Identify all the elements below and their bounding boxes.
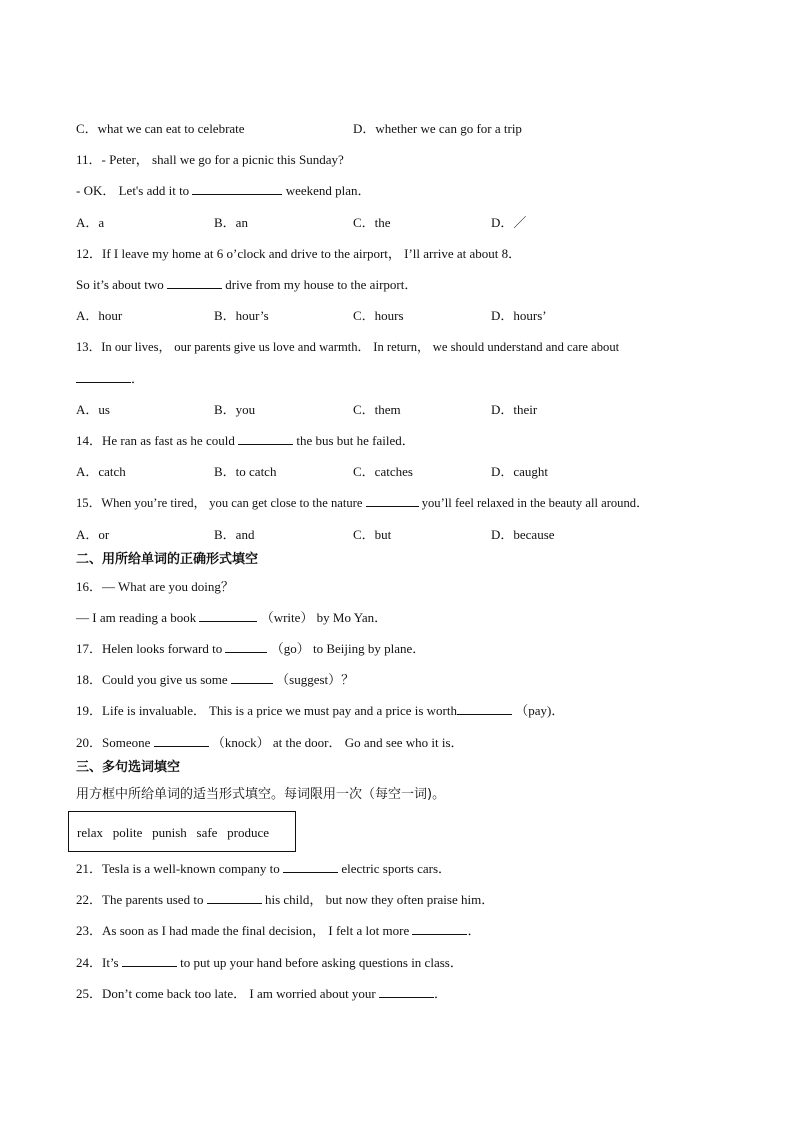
section-2-title: 二、用所给单词的正确形式填空 (76, 552, 259, 567)
answer-blank[interactable] (412, 922, 467, 935)
q12-stem-line2: So it’s about two drive from my house to the airport． (76, 277, 418, 292)
answer-blank[interactable] (366, 494, 419, 507)
q15-option-b: B．and (214, 527, 255, 542)
q13-option-b: B．you (214, 402, 256, 417)
q14-option-d: D．caught (491, 464, 549, 479)
q11-stem-line2: - OK． Let's add it to weekend plan． (76, 183, 371, 198)
q11-option-a: A．a (76, 215, 105, 230)
q14-option-c: C．catches (353, 464, 413, 479)
q12-option-d: D．hours’ (491, 308, 547, 323)
answer-blank[interactable] (122, 954, 177, 967)
word-box: relax polite punish safe produce (68, 811, 296, 852)
q14-option-a: A．catch (76, 464, 126, 479)
q12-option-c: C．hours (353, 308, 404, 323)
answer-blank[interactable] (207, 891, 262, 904)
q22-stem: 22．The parents used to his child， but now they often praise him． (76, 892, 495, 907)
q18-stem: 18．Could you give us some （suggest）？ (76, 672, 355, 687)
q20-stem: 20．Someone （knock） at the door． Go and see who it is． (76, 735, 464, 750)
section-3-title: 三、多句选词填空 (76, 760, 181, 775)
q11-option-b: B．an (214, 215, 248, 230)
q13-option-a: A．us (76, 402, 110, 417)
q19-stem: 19．Life is invaluable． This is a price we must pay and a price is worth （pay)． (76, 703, 565, 718)
q11-option-c: C．the (353, 215, 391, 230)
q13-stem-line2: ． (76, 370, 144, 388)
q11-stem: 11．- Peter， shall we go for a picnic this Sunday? (76, 152, 344, 167)
q10-option-d: D．whether we can go for a trip (353, 121, 522, 136)
answer-blank[interactable] (76, 370, 131, 383)
q25-stem: 25．Don’t come back too late． I am worried about your ． (76, 986, 448, 1001)
q23-stem: 23．As soon as I had made the final decision， I felt a lot more ． (76, 923, 481, 938)
q16-stem-line2: — I am reading a book （write） by Mo Yan． (76, 610, 388, 625)
answer-blank[interactable] (457, 702, 512, 715)
q14-option-b: B．to catch (214, 464, 277, 479)
q16-stem: 16．— What are you doing？ (76, 579, 234, 594)
answer-blank[interactable] (199, 609, 257, 622)
q21-stem: 21．Tesla is a well-known company to electric sports cars． (76, 861, 452, 876)
answer-blank[interactable] (167, 276, 222, 289)
q15-option-a: A．or (76, 527, 110, 542)
answer-blank[interactable] (192, 182, 282, 195)
q15-option-d: D．because (491, 527, 555, 542)
answer-blank[interactable] (154, 734, 209, 747)
q13-option-c: C．them (353, 402, 401, 417)
q24-stem: 24．It’s to put up your hand before asking questions in class． (76, 955, 463, 970)
answer-blank[interactable] (283, 860, 338, 873)
q13-option-d: D．their (491, 402, 538, 417)
q12-option-a: A．hour (76, 308, 123, 323)
q10-option-c: C．what we can eat to celebrate (76, 121, 245, 136)
q15-stem: 15．When you’re tired， you can get close to the nature you’ll feel relaxed in the beauty all around． (76, 496, 649, 510)
q12-option-b: B．hour’s (214, 308, 269, 323)
q14-stem: 14．He ran as fast as he could the bus but he failed． (76, 433, 415, 448)
q15-option-c: C．but (353, 527, 392, 542)
answer-blank[interactable] (225, 640, 267, 653)
answer-blank[interactable] (238, 432, 293, 445)
q13-stem: 13．In our lives， our parents give us love and warmth． In return， we should understand and care about (76, 340, 620, 354)
q12-stem: 12．If I leave my home at 6 o’clock and drive to the airport， I’ll arrive at about 8． (76, 246, 522, 261)
q17-stem: 17．Helen looks forward to （go） to Beijing by plane． (76, 641, 426, 656)
answer-blank[interactable] (231, 671, 273, 684)
section-3-instruction: 用方框中所给单词的适当形式填空。每词限用一次（每空一词)。 (76, 787, 446, 802)
q11-option-d: D．／ (491, 215, 527, 230)
answer-blank[interactable] (379, 985, 434, 998)
